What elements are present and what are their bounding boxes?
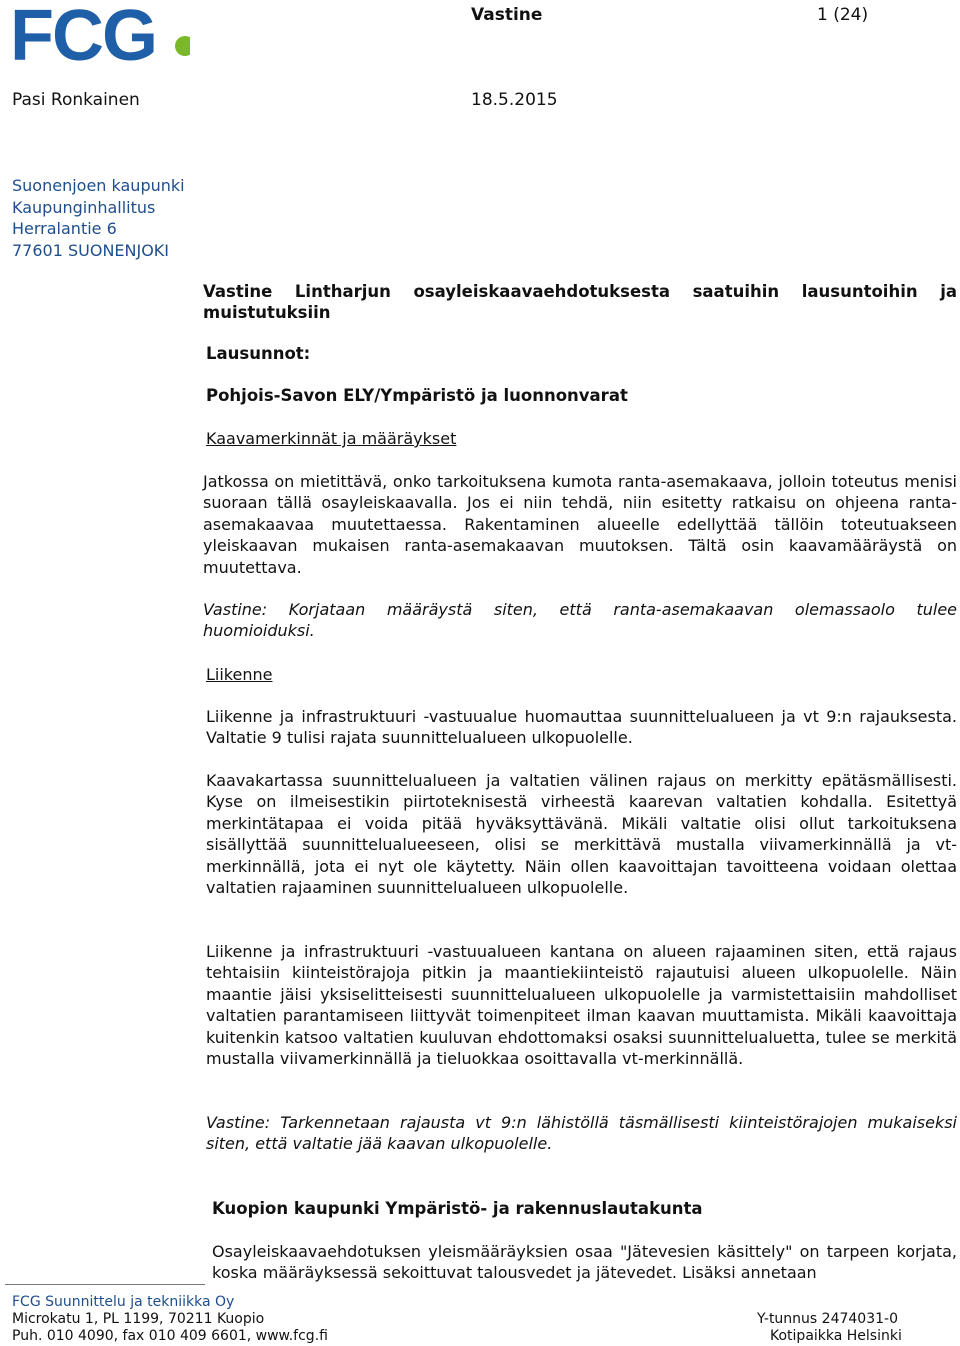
page-number: 1 (24) [817, 5, 869, 25]
lausunnot-heading: Lausunnot: [206, 344, 311, 363]
document-date: 18.5.2015 [471, 90, 558, 110]
fcg-logo [10, 2, 190, 66]
paragraph: Jatkossa on mietittävä, onko tarkoituksena kumota ranta-asemakaava, jolloin toteutus menisi suoraan tällä osayleiskaavalla. Jos ei niin tehdä, niin esitetty ratkaisu on ohjeena ranta-asemakaavaa muutettaessa. Rakentaminen alueelle edellyttää tällöin toteutuakseen yleiskaavan mukaisen ranta-asemakaavan muutoksen. Tältä osin kaavamääräystä on muutettava. [203, 472, 957, 577]
logo-dot [175, 36, 190, 56]
paragraph: Osayleiskaavaehdotuksen yleismääräyksien osaa "Jätevesien käsittely" on tarpeen korjata, koska määräyksessä sekoittuvat talousvedet ja jätevedet. Lisäksi annetaan [212, 1242, 957, 1283]
vastine-response: Vastine: Tarkennetaan rajausta vt 9:n lähistöllä täsmällisesti kiinteistörajojen mukaiseksi siten, että valtatie jää kaavan ulkopuolelle. [206, 1113, 957, 1154]
footer-divider [5, 1284, 205, 1285]
subheading-kaavamerkinnat: Kaavamerkinnät ja määräykset [206, 429, 457, 448]
vastine-response: Vastine: Korjataan määräystä siten, että ranta-asemakaavan olemassaolo tulee huomioiduksi. [203, 600, 957, 641]
recipient-address [12, 175, 185, 261]
section-heading-ely: Pohjois-Savon ELY/Ympäristö ja luonnonvarat [206, 386, 628, 405]
recipient-line: Kaupunginhallitus [12, 197, 156, 217]
paragraph: Kaavakartassa suunnittelualueen ja valtatien välinen rajaus on merkitty epätäsmällisesti. Kyse on ilmeisestikin piirtoteknisestä virheestä kaarevan valtatien kohdalla. Esitettyä merkintätapaa ei voida pitää hyväksyttävänä. Mikäli valtatie olisi ollut tarkoituksena sisällyttää suunnittelualueeseen, olisi se merkittävä mustalla viivamerkinnällä ja vt-merkinnällä, jota ei nyt ole käytetty. Näin ollen kaavoittajan tavoitteena voidaan olettaa valtatien rajaaminen suunnittelualueen ulkopuolelle. [206, 771, 957, 898]
footer-ytunnus: Y-tunnus 2474031-0 [757, 1311, 898, 1327]
recipient-line: Suonenjoen kaupunki [12, 176, 185, 195]
paragraph: Liikenne ja infrastruktuuri -vastuualueen kantana on alueen rajaaminen siten, että rajaus tehtaisiin kiinteistörajoja pitkin ja maantiekiinteistö rajautuisi alueen ulkopuolelle. Näin maantie jäisi yksiselitteisesti suunnittelualueen ulkopuolelle ja varmistettaisiin mahdolliset valtatien parantamiseen liittyvät toimenpiteet ilman kaavan muuttamista. Mikäli kaavoittaja kuitenkin katsoo valtatien kuuluvan ehdottomaksi osaksi suunnittelualuetta, tulee se merkitä mustalla viivamerkinnällä ja tieluokkaa osoittavalla vt-merkinnällä. [206, 942, 957, 1069]
document-title: Vastine [471, 5, 543, 25]
recipient-line: 77601 SUONENJOKI [12, 240, 170, 260]
subheading-liikenne: Liikenne [206, 665, 273, 684]
author: Pasi Ronkainen [12, 90, 140, 110]
logo-text: FCG [10, 2, 156, 66]
footer-kotipaikka: Kotipaikka Helsinki [770, 1328, 902, 1344]
footer-company: FCG Suunnittelu ja tekniikka Oy [12, 1294, 235, 1310]
recipient-line: Herralantie 6 [12, 219, 117, 238]
letter-title: Vastine Lintharjun osayleiskaavaehdotuksesta saatuihin lausuntoihin ja muistutuksiin [203, 282, 957, 323]
section-heading-kuopio: Kuopion kaupunki Ympäristö- ja rakennuslautakunta [212, 1199, 703, 1218]
footer-address: Microkatu 1, PL 1199, 70211 Kuopio [12, 1311, 265, 1327]
footer-phone: Puh. 010 4090, fax 010 409 6601, www.fcg.fi [12, 1328, 328, 1344]
paragraph: Liikenne ja infrastruktuuri -vastuualue huomauttaa suunnittelualueen ja vt 9:n rajauksesta. Valtatie 9 tulisi rajata suunnittelualueen ulkopuolelle. [206, 707, 957, 748]
